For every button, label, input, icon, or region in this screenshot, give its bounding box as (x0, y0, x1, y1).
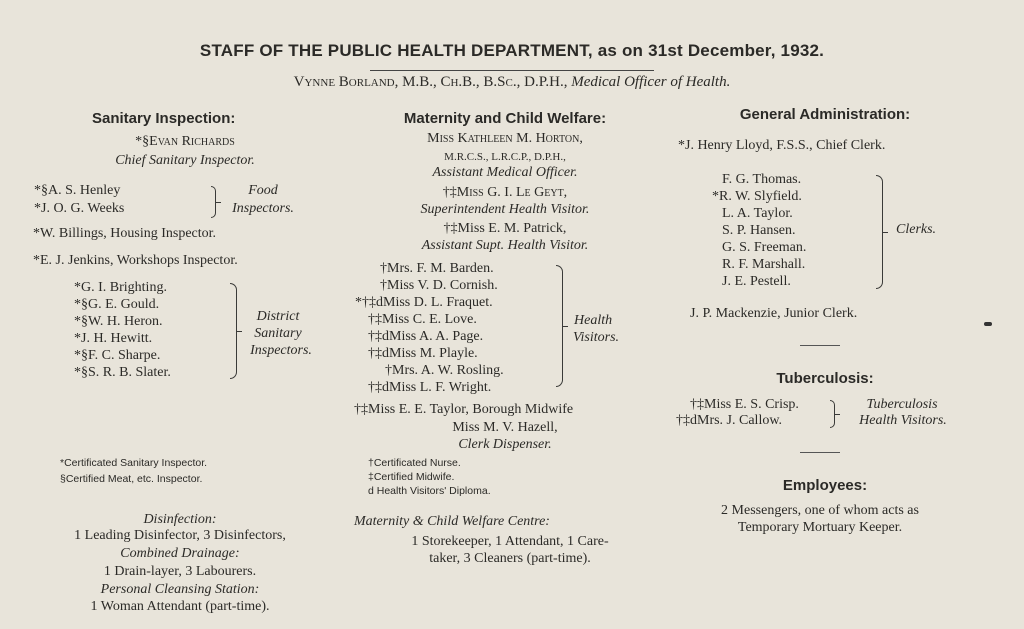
health-visitors-brace (556, 265, 563, 387)
page-title: STAFF OF THE PUBLIC HEALTH DEPARTMENT, as on 31st December, 1932. (199, 41, 825, 60)
sanitary-inspection-heading: Sanitary Inspection: (92, 110, 236, 127)
asst-super-role: Assistant Supt. Health Visitor. (421, 238, 589, 253)
footnote-meat: §Certified Meat, etc. Inspector. (60, 473, 203, 485)
footnote-nurse: †Certificated Nurse. (368, 457, 461, 469)
health-visitor-6: †‡dMiss M. Playle. (368, 346, 478, 361)
amo-role: Assistant Medical Officer. (432, 165, 578, 180)
separator-2 (800, 452, 840, 453)
health-visitor-1: †Mrs. F. M. Barden. (380, 261, 494, 276)
employees-heading: Employees: (782, 477, 868, 494)
junior-clerk: J. P. Mackenzie, Junior Clerk. (690, 306, 858, 321)
clerk-3: L. A. Taylor. (722, 206, 793, 221)
food-brace (211, 186, 216, 218)
clerk-1: F. G. Thomas. (722, 172, 802, 187)
amo-quals: M.R.C.S., L.R.C.P., D.P.H., (444, 151, 566, 163)
health-visitor-2: †Miss V. D. Cornish. (380, 278, 498, 293)
district-inspector-4: *J. H. Hewitt. (74, 331, 153, 346)
district-brace (230, 283, 237, 379)
chief-clerk: *J. Henry Lloyd, F.S.S., Chief Clerk. (678, 138, 886, 153)
superintendent-role: Superintendent Health Visitor. (420, 202, 590, 217)
medical-officer-name: Vynne Borland, M.B., Ch.B., B.Sc., D.P.H., (293, 74, 568, 90)
clerk-2: *R. W. Slyfield. (712, 189, 802, 204)
health-visitor-7: †Mrs. A. W. Rosling. (385, 363, 504, 378)
clerks-label: Clerks. (896, 222, 937, 237)
workshops-inspector: *E. J. Jenkins, Workshops Inspector. (33, 253, 238, 268)
food-label-2: Inspectors. (232, 201, 294, 216)
title-rule (370, 70, 654, 71)
district-inspector-2: *§G. E. Gould. (74, 297, 160, 312)
district-inspector-5: *§F. C. Sharpe. (74, 348, 161, 363)
health-visitors-label-2: Visitors. (573, 330, 620, 345)
district-inspector-1: *G. I. Brighting. (74, 280, 167, 295)
tb-visitor-1: †‡Miss E. S. Crisp. (690, 397, 799, 412)
tb-label-2: Health Visitors. (859, 413, 947, 428)
separator-1 (800, 345, 840, 346)
health-visitors-label-1: Health (574, 313, 613, 328)
food-inspector-2: *J. O. G. Weeks (34, 201, 125, 216)
footnote-midwife: ‡Certified Midwife. (368, 471, 455, 483)
centre-heading: Maternity & Child Welfare Centre: (354, 514, 550, 529)
health-visitor-4: †‡Miss C. E. Love. (368, 312, 477, 327)
district-inspector-3: *§W. H. Heron. (74, 314, 163, 329)
clerk-5: G. S. Freeman. (722, 240, 807, 255)
food-label-1: Food (248, 183, 278, 198)
maternity-heading: Maternity and Child Welfare: (403, 110, 607, 127)
chief-inspector-name: *§Evan Richards (135, 134, 235, 149)
food-inspector-1: *§A. S. Henley (34, 183, 121, 198)
chief-inspector-role: Chief Sanitary Inspector. (115, 153, 255, 168)
cleansing-staff: 1 Woman Attendant (part-time). (90, 599, 270, 614)
drainage-heading: Combined Drainage: (120, 546, 240, 561)
medical-officer-role: Medical Officer of Health. (571, 74, 731, 90)
disinfection-heading: Disinfection: (143, 512, 217, 527)
clerk-dispenser-name: Miss M. V. Hazell, (452, 420, 558, 435)
centre-staff-2: taker, 3 Cleaners (part-time). (429, 551, 591, 566)
tuberculosis-heading: Tuberculosis: (776, 370, 874, 387)
district-label-3: Inspectors. (250, 343, 312, 358)
clerk-7: J. E. Pestell. (722, 274, 791, 289)
tb-label-1: Tuberculosis (866, 397, 938, 412)
health-visitor-3: *†‡dMiss D. L. Fraquet. (355, 295, 493, 310)
tb-visitor-2: †‡dMrs. J. Callow. (676, 413, 783, 428)
disinfection-staff: 1 Leading Disinfector, 3 Disinfectors, (74, 528, 286, 543)
footnote-diploma: d Health Visitors' Diploma. (368, 485, 491, 497)
borough-midwife: †‡Miss E. E. Taylor, Borough Midwife (354, 402, 574, 417)
clerk-dispenser-role: Clerk Dispenser. (458, 437, 552, 452)
district-label-1: District (256, 309, 300, 324)
employees-line-2: Temporary Mortuary Keeper. (737, 520, 903, 535)
asst-super-name: †‡Miss E. M. Patrick, (443, 221, 567, 236)
medical-officer-line (0, 74, 1024, 91)
employees-line-1: 2 Messengers, one of whom acts as (721, 503, 919, 518)
general-admin-heading: General Administration: (739, 106, 911, 123)
centre-staff-1: 1 Storekeeper, 1 Attendant, 1 Care- (411, 534, 609, 549)
tb-brace (830, 400, 835, 428)
superintendent-name: †‡Miss G. I. Le Geyt, (442, 185, 568, 200)
district-label-2: Sanitary (254, 326, 302, 341)
cleansing-heading: Personal Cleansing Station: (100, 582, 260, 597)
clerk-6: R. F. Marshall. (722, 257, 806, 272)
ink-mark (984, 322, 992, 326)
housing-inspector: *W. Billings, Housing Inspector. (33, 226, 217, 241)
clerks-brace (876, 175, 883, 289)
health-visitor-5: †‡dMiss A. A. Page. (368, 329, 484, 344)
amo-name: Miss Kathleen M. Horton, (427, 131, 583, 146)
district-inspector-6: *§S. R. B. Slater. (74, 365, 171, 380)
clerk-4: S. P. Hansen. (722, 223, 796, 238)
health-visitor-8: †‡dMiss L. F. Wright. (368, 380, 492, 395)
drainage-staff: 1 Drain-layer, 3 Labourers. (103, 564, 257, 579)
footnote-certificated: *Certificated Sanitary Inspector. (60, 457, 208, 469)
